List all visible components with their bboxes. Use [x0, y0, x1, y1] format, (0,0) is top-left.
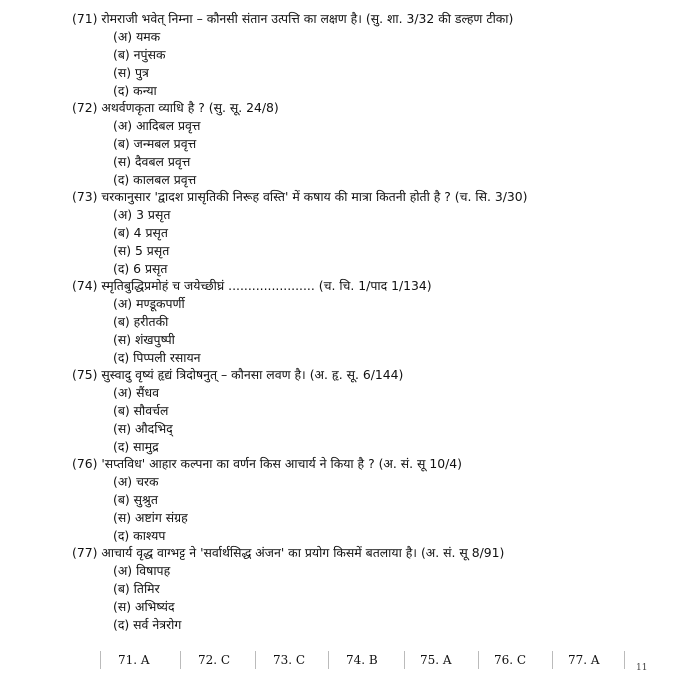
- question-72-option-a: (अ) आदिबल प्रवृत्त: [113, 118, 201, 133]
- question-75-option-c: (स) औदभिद्: [113, 421, 173, 436]
- question-73-option-d: (द) 6 प्रसृत: [113, 261, 168, 276]
- answer-separator: [478, 651, 479, 669]
- answer-separator: [404, 651, 405, 669]
- answer-71: 71. A: [118, 653, 150, 667]
- question-73-option-b: (ब) 4 प्रसृत: [113, 225, 168, 240]
- question-76-option-a: (अ) चरक: [113, 474, 159, 489]
- question-74: (74) स्मृतिबुद्धिप्रमोहं च जयेच्छीघ्रं ...................... (च. चि. 1/पाद 1/134): [72, 278, 432, 293]
- answer-separator: [255, 651, 256, 669]
- question-76-option-d: (द) काश्यप: [113, 528, 166, 543]
- question-75-option-d: (द) सामुद्र: [113, 439, 159, 454]
- question-71: (71) रोमराजी भवेत् निम्ना – कौनसी संतान उत्पत्ति का लक्षण है। (सु. शा. 3/32 की डल्हण टीका): [72, 11, 514, 26]
- question-77: (77) आचार्य वृद्ध वाग्भट्ट ने 'सर्वार्थसिद्ध अंजन' का प्रयोग किसमें बतलाया है। (अ. सं. सू 8/91): [72, 545, 505, 560]
- answer-74: 74. B: [346, 653, 378, 667]
- question-72: (72) अथर्वणकृता व्याधि है ? (सु. सू. 24/8): [72, 100, 279, 115]
- question-77-option-d: (द) सर्व नेत्ररोग: [113, 617, 182, 632]
- question-72-option-b: (ब) जन्मबल प्रवृत्त: [113, 136, 197, 151]
- page-number: 11: [636, 663, 648, 673]
- question-74-option-a: (अ) मण्डूकपर्णी: [113, 296, 185, 311]
- question-71-option-b: (ब) नपुंसक: [113, 47, 166, 62]
- question-72-option-d: (द) कालबल प्रवृत्त: [113, 172, 197, 187]
- answer-key: [100, 649, 630, 671]
- answer-separator: [624, 651, 625, 669]
- question-73: (73) चरकानुसार 'द्वादश प्रासृतिकी निरूह वस्ति' में कषाय की मात्रा कितनी होती है ? (च. सि. 3/30): [72, 189, 528, 204]
- answer-separator: [552, 651, 553, 669]
- answer-76: 76. C: [494, 653, 527, 667]
- question-71-option-a: (अ) यमक: [113, 29, 161, 44]
- question-71-option-c: (स) पुत्र: [113, 65, 149, 80]
- answer-separator: [328, 651, 329, 669]
- answer-77: 77. A: [568, 653, 600, 667]
- answer-separator: [180, 651, 181, 669]
- answer-75: 75. A: [420, 653, 452, 667]
- question-76-option-b: (ब) सुश्रुत: [113, 492, 158, 507]
- question-75-option-b: (ब) सौवर्चल: [113, 403, 169, 418]
- answer-separator: [100, 651, 101, 669]
- question-76: (76) 'सप्तविध' आहार कल्पना का वर्णन किस आचार्य ने किया है ? (अ. सं. सू 10/4): [72, 456, 462, 471]
- answer-72: 72. C: [198, 653, 231, 667]
- answer-73: 73. C: [273, 653, 306, 667]
- question-74-option-b: (ब) हरीतकी: [113, 314, 169, 329]
- question-72-option-c: (स) दैवबल प्रवृत्त: [113, 154, 191, 169]
- question-73-option-a: (अ) 3 प्रसृत: [113, 207, 171, 222]
- question-77-option-b: (ब) तिमिर: [113, 581, 160, 596]
- question-73-option-c: (स) 5 प्रसृत: [113, 243, 170, 258]
- question-71-option-d: (द) कन्या: [113, 83, 157, 98]
- question-75: (75) सुस्वादु वृष्यं हृद्यं त्रिदोषनुत् – कौनसा लवण है। (अ. हृ. सू. 6/144): [72, 367, 404, 382]
- question-74-option-c: (स) शंखपुष्पी: [113, 332, 175, 347]
- question-75-option-a: (अ) सैंधव: [113, 385, 159, 400]
- question-76-option-c: (स) अष्टांग संग्रह: [113, 510, 188, 525]
- question-77-option-c: (स) अभिष्यंद: [113, 599, 175, 614]
- question-77-option-a: (अ) विषापह: [113, 563, 171, 578]
- question-74-option-d: (द) पिप्पली रसायन: [113, 350, 201, 365]
